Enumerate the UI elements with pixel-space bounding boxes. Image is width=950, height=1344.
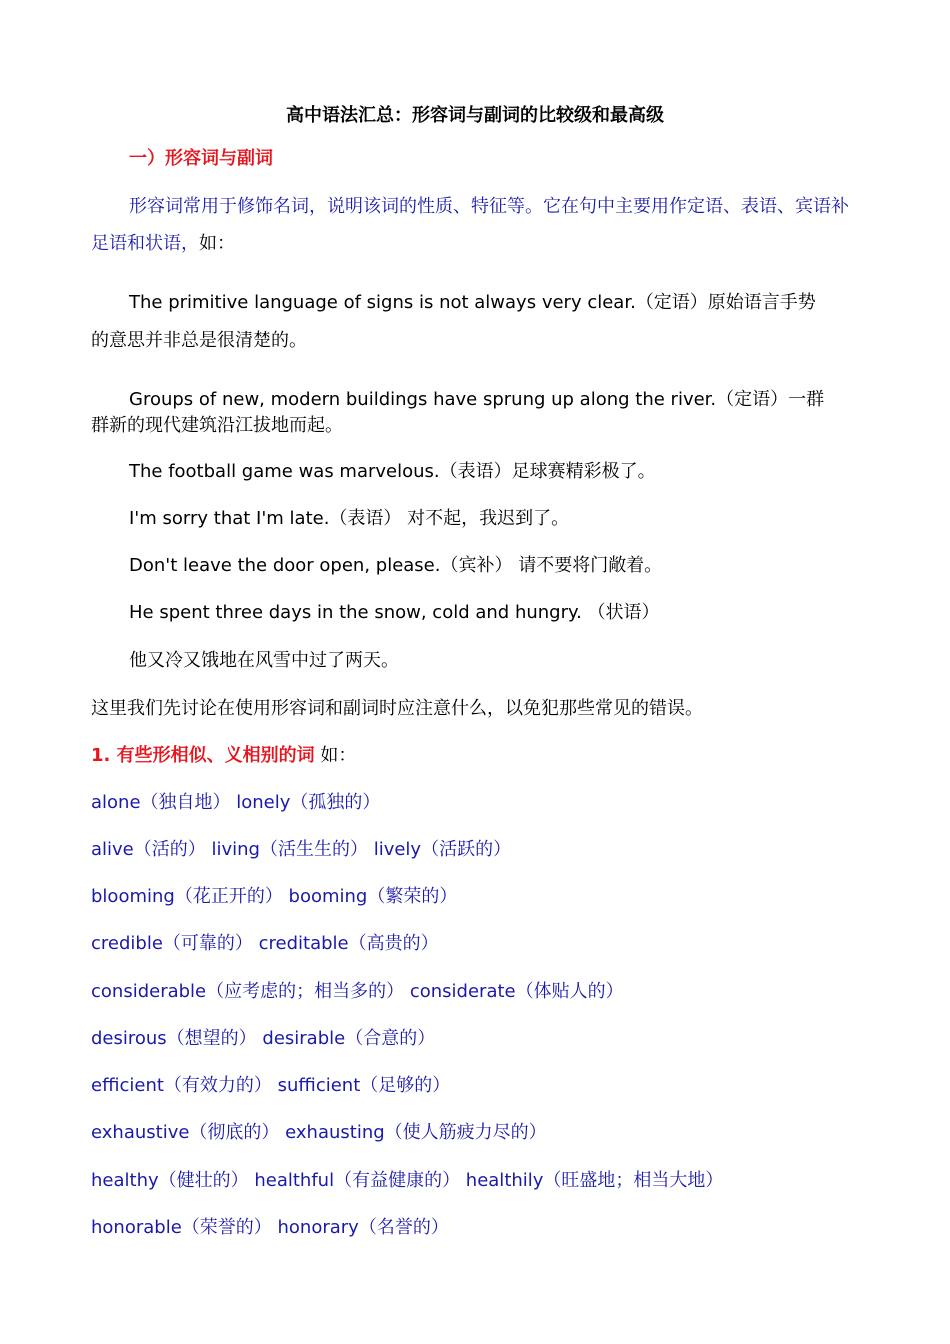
example-4: I'm sorry that I'm late.（表语） 对不起，我迟到了。	[129, 508, 570, 529]
word-pair-item: healthy（健壮的） healthful（有益健康的） healthily（旺盛地；相当大地）	[91, 1170, 724, 1191]
example-6: He spent three days in the snow, cold and hungry. （状语）	[129, 602, 660, 623]
word-pair-item: exhaustive（彻底的） exhausting（使人筋疲力尽的）	[91, 1122, 547, 1143]
word-pair-item: alone（独自地） lonely（孤独的）	[91, 792, 381, 813]
word-pair-item: considerable（应考虑的；相当多的） considerate（体贴人的）	[91, 981, 624, 1002]
discussion-text: 这里我们先讨论在使用形容词和副词时应注意什么，以免犯那些常见的错误。	[91, 698, 703, 719]
example-3: The football game was marvelous.（表语）足球赛精彩极了。	[129, 461, 656, 482]
example-2-line-1: Groups of new, modern buildings have sprung up along the river.（定语）一群	[129, 389, 825, 410]
point-1-heading: 1. 有些形相似、义相别的词	[91, 745, 315, 766]
example-5: Don't leave the door open, please.（宾补） 请不要将门敞着。	[129, 555, 663, 576]
intro-text-black: 如：	[199, 233, 235, 254]
section-heading-adjectives-adverbs: 一）形容词与副词	[129, 148, 273, 169]
point-1-heading-line	[91, 744, 356, 768]
intro-text-line-2	[91, 232, 235, 256]
word-pair-item: desirous（想望的） desirable（合意的）	[91, 1028, 436, 1049]
example-1-line-1: The primitive language of signs is not always very clear.（定语）原始语言手势	[129, 292, 816, 313]
intro-text-line-1: 形容词常用于修饰名词，说明该词的性质、特征等。它在句中主要用作定语、表语、宾语补	[129, 196, 849, 217]
word-pair-item: credible（可靠的） creditable（高贵的）	[91, 933, 439, 954]
example-6-translation: 他又冷又饿地在风雪中过了两天。	[129, 650, 399, 671]
intro-text-blue: 足语和状语，	[91, 233, 199, 254]
word-pair-item: efficient（有效力的） sufficient（足够的）	[91, 1075, 451, 1096]
example-1-line-2: 的意思并非总是很清楚的。	[91, 330, 307, 351]
point-1-suffix: 如：	[314, 745, 357, 766]
document-title: 高中语法汇总：形容词与副词的比较级和最高级	[286, 105, 664, 126]
word-pair-item: honorable（荣誉的） honorary（名誉的）	[91, 1217, 449, 1238]
word-pair-item: alive（活的） living（活生生的） lively（活跃的）	[91, 839, 512, 860]
example-2-line-2: 群新的现代建筑沿江拔地而起。	[91, 415, 343, 436]
word-pair-item: blooming（花正开的） booming（繁荣的）	[91, 886, 458, 907]
